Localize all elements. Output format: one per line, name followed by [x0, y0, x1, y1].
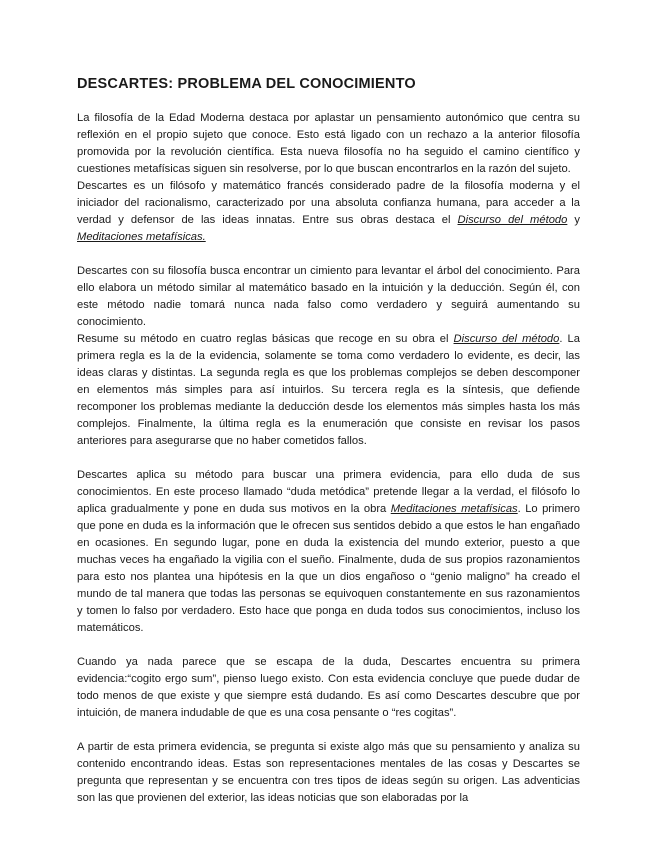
- paragraph-descartes-bio: [77, 178, 580, 246]
- paragraph-text: . Lo primero que pone en duda es la información que le ofrecen sus sentidos debido a que estos le han engañado en ocasiones. En segundo lugar, pone en duda la existencia del mundo exterior, puesto a que muchas veces ha engañado la vigilia con el sueño. Finalmente, duda de sus propios razonamientos para esto nos plantea una hipótesis en la que un dios engañoso o “genio maligno” ha creado el mundo de tal manera que todas las personas se equivoquen constantemente en sus razonamientos y tomen lo falso por verdadero. Esto hace que ponga en duda todos sus conocimientos, incluso los matemáticos.: [77, 503, 580, 634]
- paragraph-intro: La filosofía de la Edad Moderna destaca por aplastar un pensamiento autonómico que centra su reflexión en el propio sujeto que conoce. Esto está ligado con un rechazo a la anterior filosofía promovida por la revolución científica. Esta nueva filosofía no ha seguido el camino científico y cuestiones metafísicas siguen sin resolverse, por lo que buscan encontrarlos en la razón del sujeto.: [77, 112, 580, 175]
- document-body: [77, 110, 580, 824]
- document-title: DESCARTES: PROBLEMA DEL CONOCIMIENTO: [77, 76, 416, 92]
- paragraph-cogito: Cuando ya nada parece que se escapa de la duda, Descartes encuentra su primera evidencia:“cogito ergo sum”, pienso luego existo. Con esta evidencia concluye que puede dudar de todo menos de que existe y que siempre está dudando. Es así como Descartes descubre que por intuición, de manera indudable de que es una cosa pensante o “res cogitas”.: [77, 656, 580, 719]
- paragraph-ideas: A partir de esta primera evidencia, se pregunta si existe algo más que su pensamiento y analiza su contenido encontrando ideas. Estas son representaciones mentales de las cosas y Descartes se pregunta que representan y se encuentra con tres tipos de ideas según su origen. Las adventicias son las que provienen del exterior, las ideas noticias que son elaboradas por la: [77, 741, 580, 804]
- paragraph-four-rules: [77, 331, 580, 450]
- paragraph-text: y: [567, 214, 580, 226]
- link-meditaciones-metafisicas-2[interactable]: Meditaciones metafísicas: [390, 503, 518, 515]
- link-meditaciones-metafisicas[interactable]: Meditaciones metafísicas.: [77, 231, 206, 243]
- paragraph-text: Descartes es un filósofo y matemático francés considerado padre de la filosofía moderna y el iniciador del racionalismo, caracterizado por una absoluta confianza humana, para acceder a la verdad y defensor de las ideas innatas. Entre sus obras destaca el: [77, 180, 580, 226]
- paragraph-text: Resume su método en cuatro reglas básicas que recoge en su obra el: [77, 333, 454, 345]
- paragraph-text: . La primera regla es la de la evidencia, solamente se toma como verdadero lo evidente, es decir, las ideas claras y distintas. La segunda regla es que los problemas complejos se deben descomponer en elementos más simples para así intuirlos. Su tercera regla es la síntesis, que defiende recomponer los problemas mediante la deducción desde los elementos más simples hasta los más complejos. Finalmente, la última regla es la enumeración que consiste en revisar los pasos anteriores para asegurarse que no haber cometidos fallos.: [77, 333, 580, 447]
- paragraph-text: Descartes aplica su método para buscar una primera evidencia, para ello duda de sus conocimientos. En este proceso llamado “duda metódica” pretende llegar a la verdad, el filósofo lo aplica gradualmente y pone en duda sus motivos en la obra: [77, 469, 580, 515]
- link-discurso-del-metodo-2[interactable]: Discurso del método: [453, 333, 560, 345]
- paragraph-methodic-doubt: [77, 467, 580, 637]
- link-discurso-del-metodo[interactable]: Discurso del método: [457, 214, 568, 226]
- paragraph-method-intro: Descartes con su filosofía busca encontrar un cimiento para levantar el árbol del conocimiento. Para ello elabora un método similar al matemático basado en la intuición y la deducción. Según él, con este método nadie tomará nunca nada falso como verdadero y seguirá aumentando su conocimiento.: [77, 265, 580, 328]
